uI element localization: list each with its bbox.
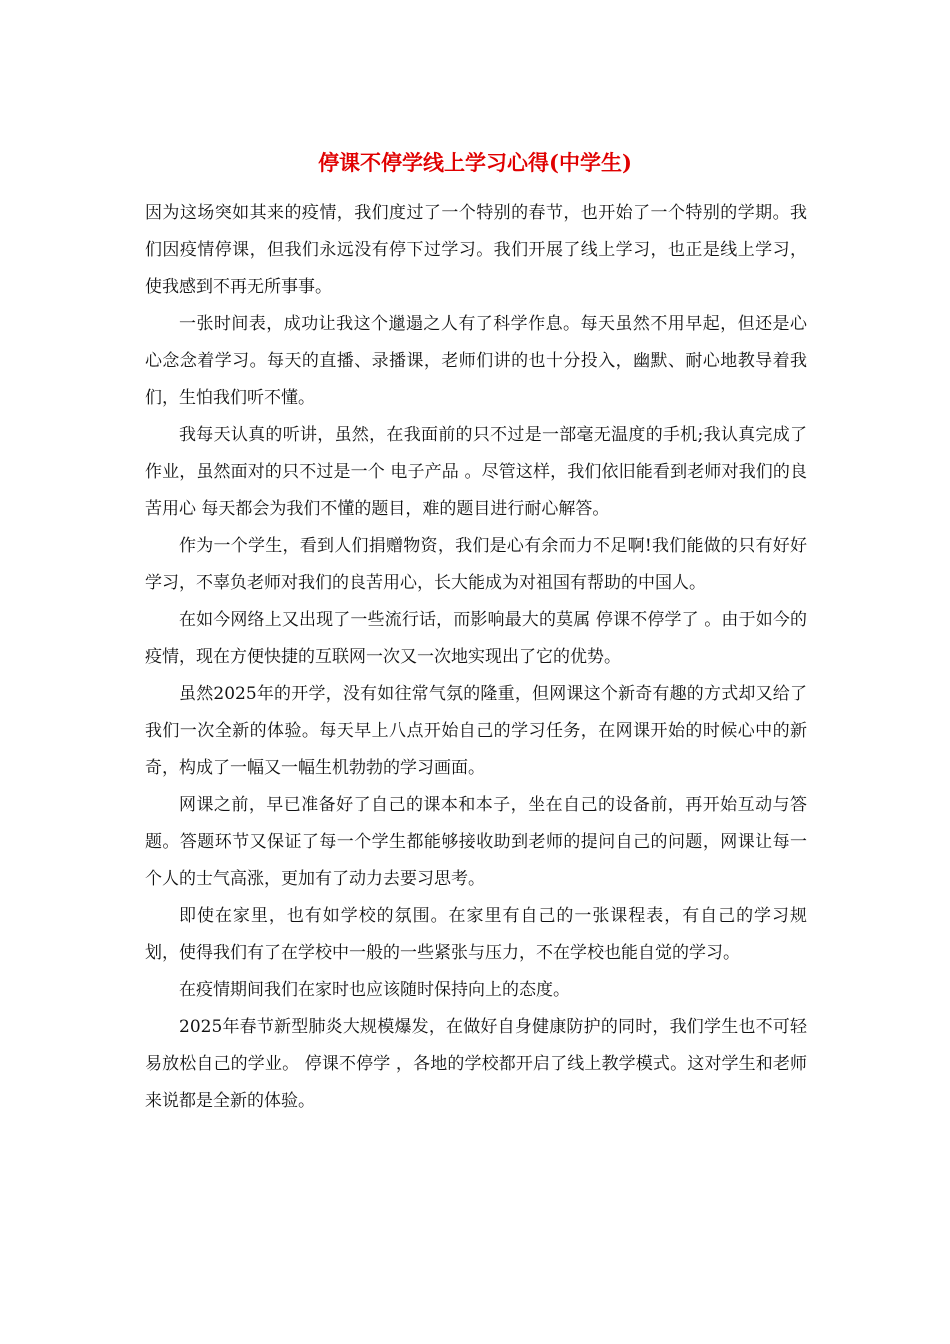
document-title: 停课不停学线上学习心得(中学生) bbox=[318, 150, 632, 175]
document-body bbox=[145, 195, 807, 1120]
paragraph: 在疫情期间我们在家时也应该随时保持向上的态度。 bbox=[179, 980, 570, 1000]
paragraph: 我每天认真的听讲，虽然，在我面前的只不过是一部毫无温度的手机;我认真完成了作业，虽然面对的只不过是一个 电子产品 。尽管这样，我们依旧能看到老师对我们的良苦用心 每天都会为我们不懂的题目，难的题目进行耐心解答。 bbox=[145, 425, 807, 519]
paragraph: 即使在家里，也有如学校的氛围。在家里有自己的一张课程表，有自己的学习规划，使得我们有了在学校中一般的一些紧张与压力，不在学校也能自觉的学习。 bbox=[145, 906, 807, 963]
paragraph: 在如今网络上又出现了一些流行话，而影响最大的莫属 停课不停学了 。由于如今的疫情，现在方便快捷的互联网一次又一次地实现出了它的优势。 bbox=[145, 610, 807, 667]
paragraph: 因为这场突如其来的疫情，我们度过了一个特别的春节，也开始了一个特别的学期。我们因疫情停课，但我们永远没有停下过学习。我们开展了线上学习，也正是线上学习，使我感到不再无所事事。 bbox=[145, 203, 807, 297]
paragraph: 一张时间表，成功让我这个邋遢之人有了科学作息。每天虽然不用早起，但还是心心念念着学习。每天的直播、录播课，老师们讲的也十分投入，幽默、耐心地教导着我们，生怕我们听不懂。 bbox=[145, 314, 807, 408]
paragraph: 2025年春节新型肺炎大规模爆发，在做好自身健康防护的同时，我们学生也不可轻易放松自己的学业。 停课不停学 ，各地的学校都开启了线上教学模式。这对学生和老师来说都是全新的体验。 bbox=[145, 1017, 807, 1111]
paragraph: 虽然2025年的开学，没有如往常气氛的隆重，但网课这个新奇有趣的方式却又给了我们一次全新的体验。每天早上八点开始自己的学习任务，在网课开始的时候心中的新奇，构成了一幅又一幅生机勃勃的学习画面。 bbox=[145, 684, 807, 778]
paragraph: 网课之前，早已准备好了自己的课本和本子，坐在自己的设备前，再开始互动与答题。答题环节又保证了每一个学生都能够接收助到老师的提问自己的问题，网课让每一个人的士气高涨，更加有了动力去要习思考。 bbox=[145, 795, 807, 889]
paragraph: 作为一个学生，看到人们捐赠物资，我们是心有余而力不足啊!我们能做的只有好好学习，不辜负老师对我们的良苦用心，长大能成为对祖国有帮助的中国人。 bbox=[145, 536, 807, 593]
